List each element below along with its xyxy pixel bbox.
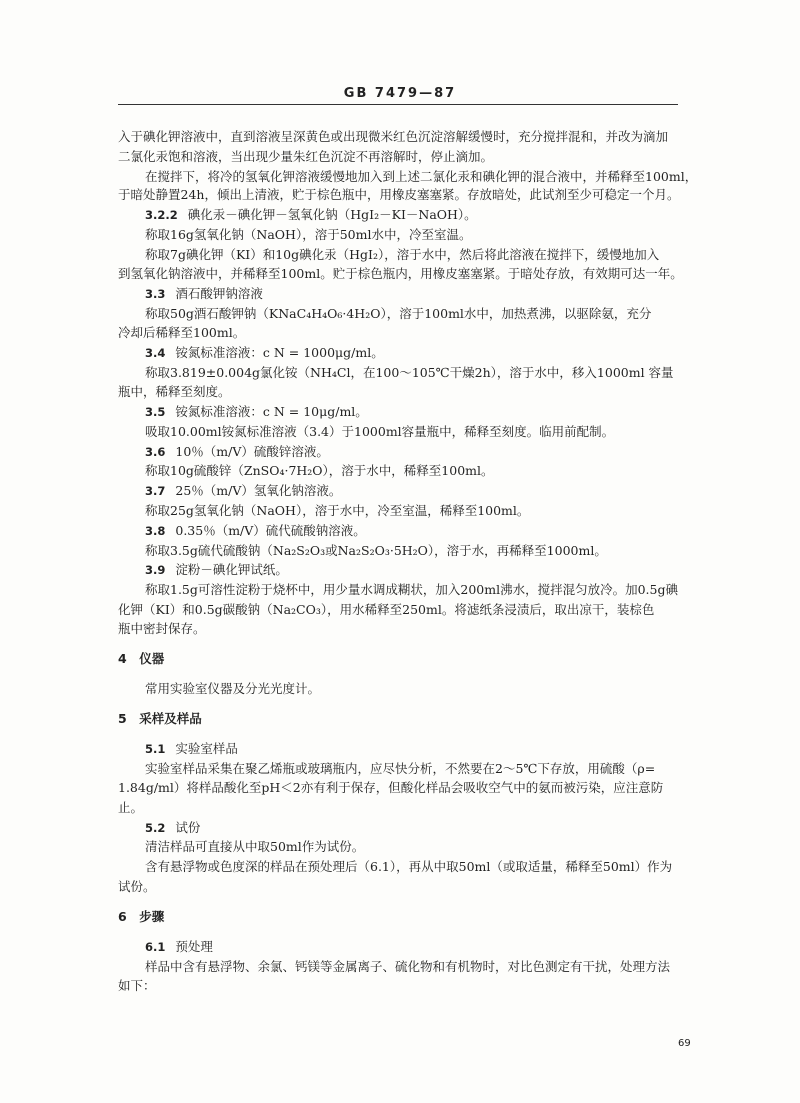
text-line [118,324,245,342]
clause-number: 6.1 [145,940,166,954]
section-heading-text: 4 仪器 [118,651,165,666]
text-line [118,148,493,166]
clause-number: 5.1 [145,742,166,756]
line-text: 称取50g酒石酸钾钠（KNaC₄H₄O₆·4H₂O），溶于100ml水中，加热煮沸，以驱除氨，充分 [145,306,652,321]
text-line [118,620,206,638]
line-text: 冷却后稀释至100ml。 [118,325,246,340]
text-line [118,601,654,619]
text-line [145,226,471,244]
line-text: 二氯化汞饱和溶液，当出现少量朱红色沉淀不再溶解时，停止滴加。 [118,149,494,164]
clause-line [145,344,384,362]
clause-number: 5.2 [145,821,166,835]
line-text: 称取7g碘化钾（KI）和10g碘化汞（HgI₂），溶于水中，然后将此溶液在搅拌下，缓慢地加入 [145,247,660,262]
line-text: 清洁样品可直接从中取50ml作为试份。 [145,839,365,854]
line-text: 称取25g氢氧化钠（NaOH），溶于水中，冷至室温，稀释至100ml。 [145,503,530,518]
clause-line [145,522,366,540]
clause-line [145,561,288,579]
line-text: 在搅拌下，将冷的氢氧化钾溶液缓慢地加入到上述二氯化汞和碘化钾的混合液中，并稀释至100ml， [145,169,698,184]
text-line [145,958,670,976]
line-text: 吸取10.00ml铵氮标准溶液（3.4）于1000ml容量瓶中，稀释至刻度。临用前配制。 [145,424,615,439]
section-heading [118,908,164,926]
section-heading [118,650,164,668]
text-line [118,128,668,146]
text-line [145,680,320,698]
text-line [145,838,364,856]
text-line [145,760,655,778]
clause-line [145,443,329,461]
line-text: 称取16g氢氧化钠（NaOH），溶于50ml水中，冷至室温。 [145,227,472,242]
page-number: 69 [678,1038,691,1049]
line-text: 铵氮标准溶液：c N = 10μg/ml。 [175,404,368,419]
text-line [145,502,529,520]
line-text: 称取3.5g硫代硫酸钠（Na₂S₂O₃或Na₂S₂O₃·5H₂O），溶于水，再稀释至1000ml。 [145,543,607,558]
clause-number: 3.7 [145,484,166,498]
text-line [145,168,697,186]
text-line [145,542,607,560]
header-rule [118,104,678,105]
page-header-standard-number: GB 7479—87 [343,86,457,101]
clause-line [145,285,263,303]
line-text: 入于碘化钾溶液中，直到溶液呈深黄色或出现微米红色沉淀溶解缓慢时，充分搅拌混和，并改为滴加 [118,129,669,144]
line-text: 到氢氧化钠溶液中，并稀释至100ml。贮于棕色瓶内，用橡皮塞塞紧。于暗处存放，有效期可达一年。 [118,266,683,281]
clause-line [145,403,368,421]
clause-line [145,938,213,956]
clause-number: 3.5 [145,405,166,419]
line-text: 预处理 [175,939,213,954]
line-text: 实验室样品采集在聚乙烯瓶或玻璃瓶内，应尽快分析，不然要在2～5℃下存放，用硫酸（ρ= [145,761,656,776]
line-text: 碘化汞－碘化钾－氢氧化钠（HgI₂－KI－NaOH）。 [187,207,477,222]
clause-number: 3.4 [145,346,166,360]
text-line [145,364,674,382]
text-line [118,878,156,896]
line-text: 称取10g硫酸锌（ZnSO₄·7H₂O），溶于水中，稀释至100ml。 [145,463,494,478]
text-line [145,581,678,599]
line-text: 酒石酸钾钠溶液 [175,286,263,301]
line-text: 含有悬浮物或色度深的样品在预处理后（6.1），再从中取50ml（或取适量，稀释至50ml）作为 [145,859,673,874]
section-heading [118,710,202,728]
text-line [145,858,672,876]
line-text: 实验室样品 [175,741,238,756]
line-text: 10％（m/V）硫酸锌溶液。 [175,444,329,459]
section-heading-text: 5 采样及样品 [118,711,202,726]
line-text: 0.35％（m/V）硫代硫酸钠溶液。 [175,523,366,538]
clause-number: 3.8 [145,524,166,538]
text-line [145,423,614,441]
clause-number: 3.9 [145,563,166,577]
line-text: 如下： [118,978,156,993]
line-text: 止。 [118,800,144,815]
line-text: 瓶中，稀释至刻度。 [118,384,231,399]
clause-line [145,819,200,837]
line-text: 于暗处静置24h，倾出上清液，贮于棕色瓶中，用橡皮塞塞紧。存放暗处，此试剂至少可稳定一个月。 [118,187,680,202]
line-text: 称取3.819±0.004g氯化铵（NH₄Cl，在100～105℃干燥2h），溶于水中，移入1000ml 容量 [145,365,674,380]
line-text: 称取1.5g可溶性淀粉于烧杯中，用少量水调成糊状，加入200ml沸水，搅拌混匀放冷。加0.5g碘 [145,582,678,597]
text-line [145,246,659,264]
section-heading-text: 6 步骤 [118,909,165,924]
clause-number: 3.2.2 [145,208,178,222]
line-text: 铵氮标准溶液：c N = 1000μg/ml。 [175,345,384,360]
line-text: 瓶中密封保存。 [118,621,206,636]
line-text: 试份 [175,820,201,835]
line-text: 化钾（KI）和0.5g碳酸钠（Na₂CO₃），用水稀释至250ml。将滤纸条浸渍后，取出凉干，装棕色 [118,602,655,617]
text-line [118,977,156,995]
text-line [145,305,651,323]
clause-number: 3.6 [145,445,166,459]
line-text: 1.84g/ml）将样品酸化至pH＜2亦有利于保存，但酸化样品会吸收空气中的氨而被污染，应注意防 [118,780,664,795]
clause-line [145,740,238,758]
clause-line [145,206,477,224]
text-line [118,799,143,817]
text-line [118,186,679,204]
text-line [118,265,683,283]
clause-number: 3.3 [145,287,166,301]
text-line [118,383,231,401]
clause-line [145,482,341,500]
text-line [118,779,663,797]
text-line [145,462,494,480]
line-text: 淀粉－碘化钾试纸。 [175,562,288,577]
line-text: 试份。 [118,879,156,894]
line-text: 常用实验室仪器及分光光度计。 [145,681,321,696]
line-text: 25％（m/V）氢氧化钠溶液。 [175,483,342,498]
line-text: 样品中含有悬浮物、余氯、钙镁等金属离子、硫化物和有机物时，对比色测定有干扰，处理方法 [145,959,671,974]
